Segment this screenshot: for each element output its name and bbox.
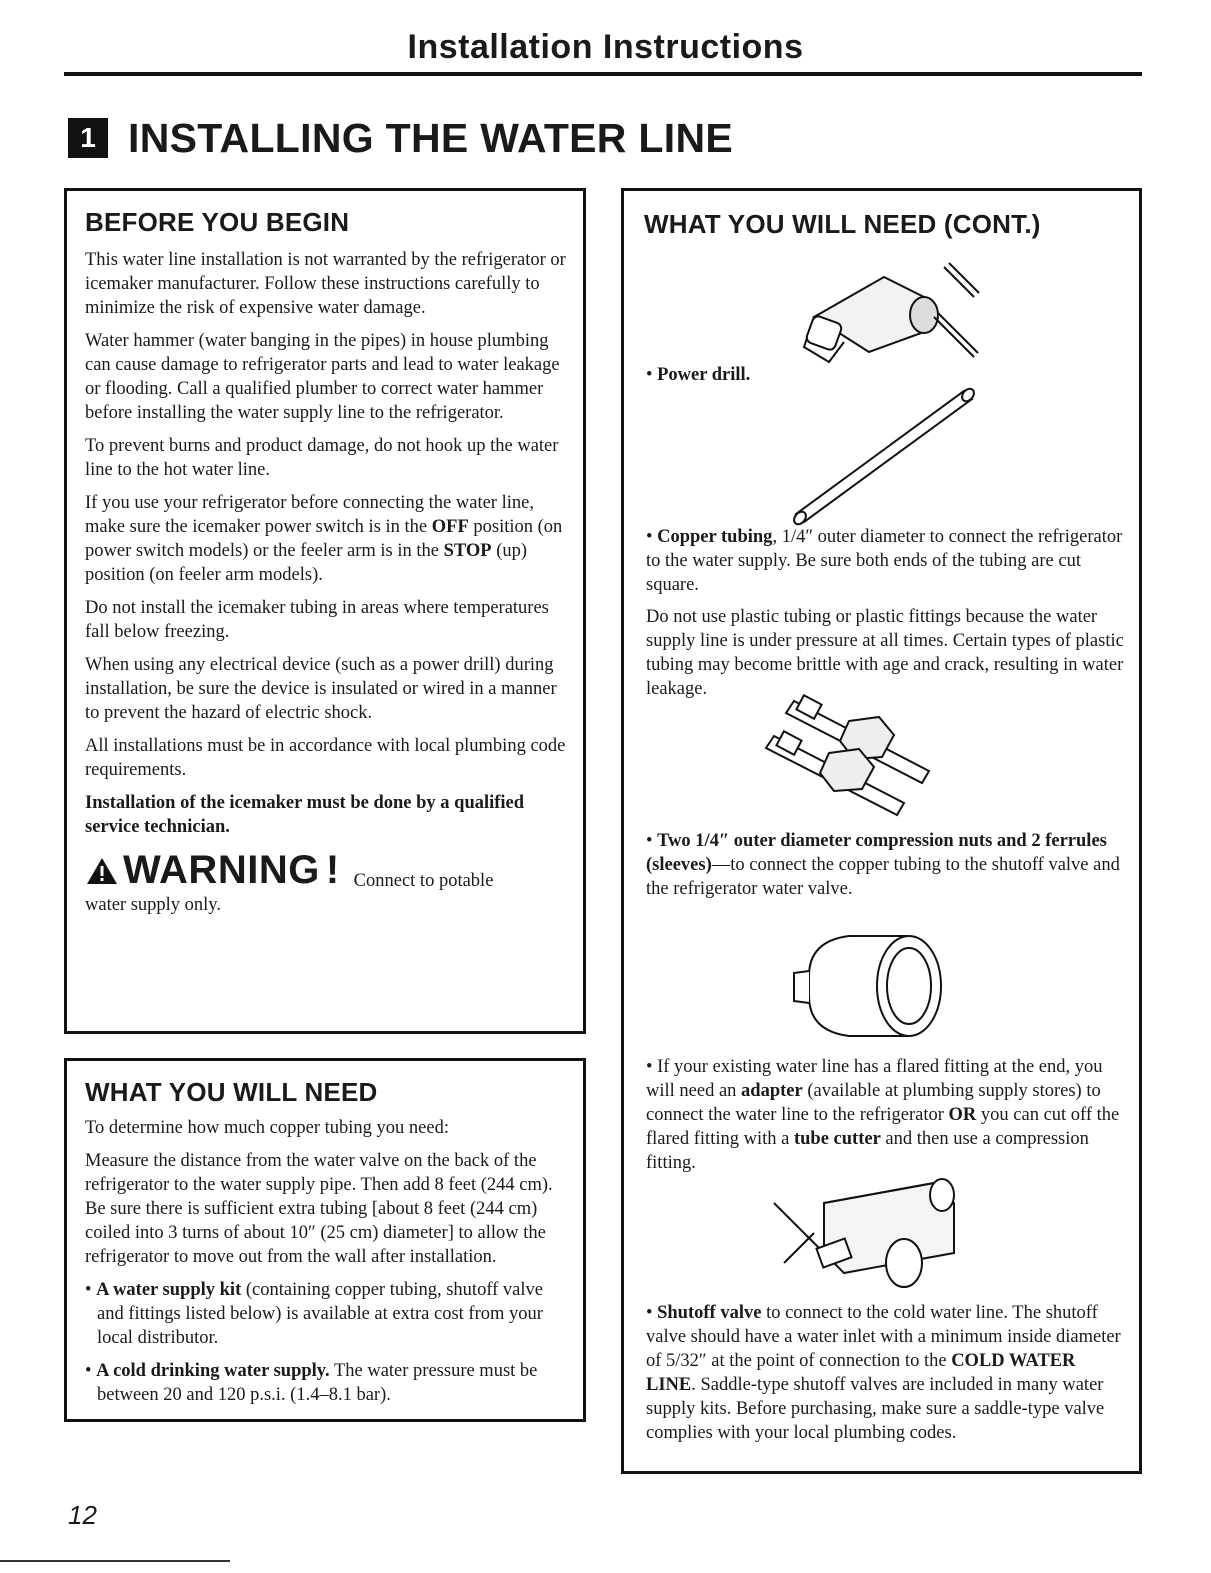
warning-label: WARNING ! — [85, 848, 340, 893]
what-you-will-need-cont-box — [621, 188, 1142, 1474]
paragraph-hot-water: To prevent burns and product damage, do not hook up the water line to the hot water line. — [85, 436, 559, 480]
paragraph-freezing: Do not install the icemaker tubing in areas where temperatures fall below freezing. — [85, 598, 549, 642]
item-adapter: • If your existing water line has a flared fitting at the end, you will need an adapter (available at plumbing supply stores) to connect the water line to the refrigerator OR you can cut off the flared fitting with a tube cutter and then use a compression fitting. — [646, 1057, 1120, 1173]
item-copper-tubing: • Copper tubing, 1/4″ outer diameter to connect the refrigerator to the water supply. Be sure both ends of the tubing are cut square. Do not use plastic tubing or plastic fittings because the water supply line is under pressure at all times. Certain types of plastic tubing may become brittle with age and crack, resulting in water leakage. — [646, 527, 1124, 699]
compression-nuts-illustration — [754, 691, 984, 821]
paragraph-power-switch: If you use your refrigerator before connecting the water line, make sure the icemaker power switch is in the OFF position (on power switch models) or the feeler arm is in the STOP (up) position (on feeler arm models). — [85, 493, 563, 585]
warning-text-continued: water supply only. — [85, 895, 221, 915]
section-title: INSTALLING THE WATER LINE — [128, 114, 734, 161]
item-compression-nuts: • Two 1/4″ outer diameter compression nuts and 2 ferrules (sleeves)—to connect the copper tubing to the shutoff valve and the refrigerator water valve. — [646, 831, 1120, 899]
bullet-water-supply-kit: • A water supply kit (containing copper tubing, shutoff valve and fittings listed below) is available at extra cost from your local distributor. — [85, 1280, 543, 1348]
section-heading — [68, 112, 733, 164]
paragraph-determine-tubing: To determine how much copper tubing you need: — [85, 1118, 449, 1138]
warning-line — [85, 848, 566, 893]
item-power-drill: • Power drill. — [646, 365, 751, 385]
warning-triangle-icon — [85, 856, 119, 886]
copper-tubing-illustration — [784, 379, 984, 529]
what-you-will-need-cont-heading: WHAT YOU WILL NEED (CONT.) — [644, 209, 1041, 239]
paragraph-measure-distance: Measure the distance from the water valve on the back of the refrigerator to the water supply pipe. Then add 8 feet (244 cm). Be sure there is sufficient extra tubing [about 8 feet (244 cm) coiled into 3 turns of about 10″ (25 cm) diameter] to allow the refrigerator to move out from the wall after installation. — [85, 1151, 553, 1267]
paragraph-technician: Installation of the icemaker must be done by a qualified service technician. — [85, 793, 525, 837]
paragraph-water-hammer: Water hammer (water banging in the pipes) in house plumbing can cause damage to refrigerator parts and lead to water leakage or flooding. Call a qualified plumber to correct water hammer before installing the water supply line to the refrigerator. — [85, 331, 560, 423]
what-you-will-need-box — [64, 1058, 586, 1422]
paragraph-electric-shock: When using any electrical device (such as a power drill) during installation, be sure the device is insulated or wired in a manner to prevent the hazard of electric shock. — [85, 655, 557, 723]
item-shutoff-valve: • Shutoff valve to connect to the cold water line. The shutoff valve should have a water inlet with a minimum inside diameter of 5/32″ at the point of connection to the COLD WATER LINE. Saddle-type shutoff valves are included in many water supply kits. Before purchasing, make sure a saddle-type valve complies with your local plumbing codes. — [646, 1303, 1121, 1443]
before-you-begin-heading: BEFORE YOU BEGIN — [85, 207, 350, 237]
warning-text: Connect to potable — [353, 870, 494, 891]
page-header-title: Installation Instructions — [407, 28, 804, 66]
paragraph-local-codes: All installations must be in accordance with local plumbing code requirements. — [85, 736, 566, 780]
power-drill-illustration — [774, 247, 984, 367]
footer-rule — [0, 1560, 230, 1562]
shutoff-valve-illustration — [764, 1173, 984, 1293]
header-rule — [64, 72, 1142, 76]
paragraph-warranty: This water line installation is not warranted by the refrigerator or icemaker manufacturer. Follow these instructions carefully to minimize the risk of expensive water damage. — [85, 250, 566, 318]
page-number: 12 — [68, 1500, 97, 1530]
step-number-badge: 1 — [68, 118, 108, 158]
bullet-cold-water-supply: • A cold drinking water supply. The water pressure must be between 20 and 120 p.s.i. (1.4–8.1 bar). — [85, 1361, 538, 1405]
adapter-illustration — [779, 921, 969, 1051]
before-you-begin-box — [64, 188, 586, 1034]
what-you-will-need-heading: WHAT YOU WILL NEED — [85, 1077, 378, 1107]
